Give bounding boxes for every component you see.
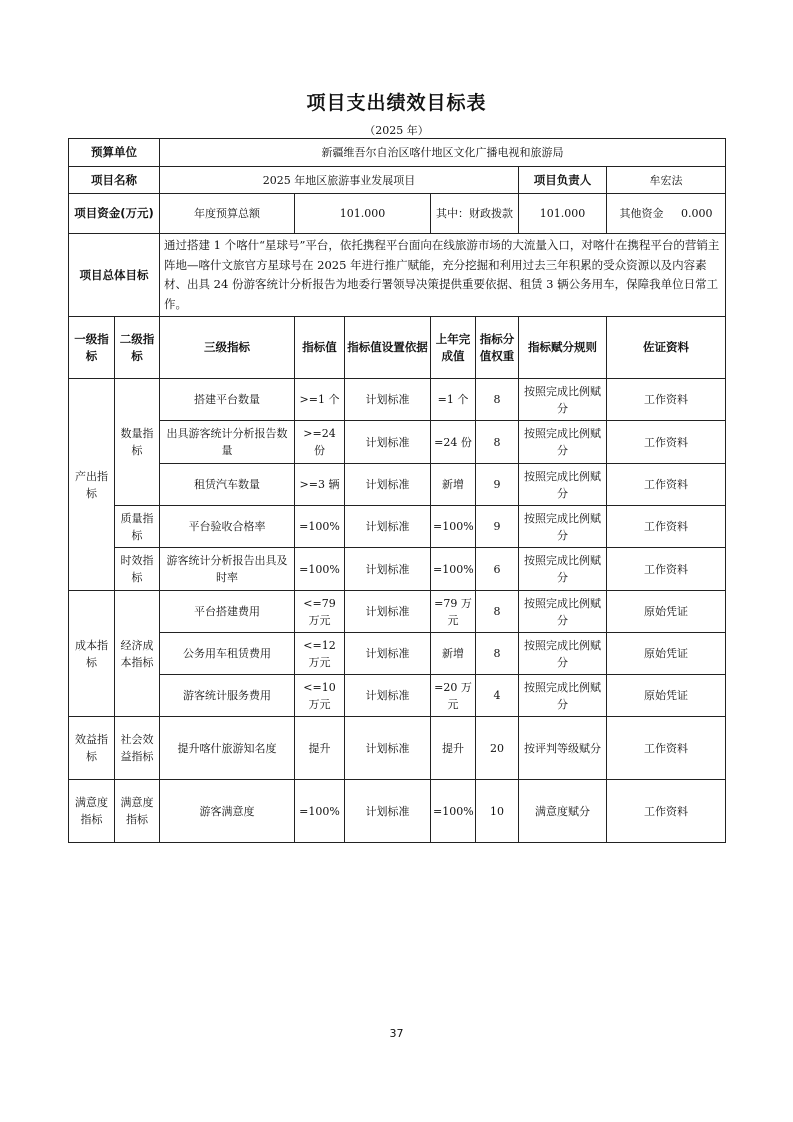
- col-weight: 指标分值权重: [476, 317, 519, 379]
- funds-row: [69, 194, 726, 234]
- fiscal-label: 其中：财政拨款: [431, 194, 519, 234]
- indicator-rule: 按照完成比例赋分: [519, 633, 607, 675]
- col-value: 指标值: [295, 317, 345, 379]
- indicator-evidence: 工作资料: [607, 379, 726, 421]
- indicator-evidence: 原始凭证: [607, 633, 726, 675]
- owner-value: 牟宏法: [607, 167, 726, 194]
- indicator-name: 游客统计分析报告出具及时率: [160, 548, 295, 591]
- indicator-value: >=24 份: [295, 421, 345, 464]
- page-number: 37: [389, 1027, 404, 1040]
- indicator-weight: 8: [476, 591, 519, 633]
- indicator-evidence: 工作资料: [607, 780, 726, 843]
- table-row: [69, 591, 726, 633]
- group-social-benefit: 社会效益指标: [115, 717, 160, 780]
- indicator-rule: 按照完成比例赋分: [519, 591, 607, 633]
- indicator-rule: 按照完成比例赋分: [519, 464, 607, 506]
- indicator-value: 提升: [295, 717, 345, 780]
- indicator-last-year: 新增: [431, 464, 476, 506]
- indicator-name: 平台验收合格率: [160, 506, 295, 548]
- indicator-basis: 计划标准: [345, 379, 431, 421]
- table-row: [69, 717, 726, 780]
- indicator-value: =100%: [295, 548, 345, 591]
- indicator-rule: 满意度赋分: [519, 780, 607, 843]
- indicator-evidence: 原始凭证: [607, 591, 726, 633]
- indicator-weight: 20: [476, 717, 519, 780]
- indicator-weight: 6: [476, 548, 519, 591]
- indicator-weight: 10: [476, 780, 519, 843]
- indicator-rule: 按照完成比例赋分: [519, 548, 607, 591]
- project-name-value: 2025 年地区旅游事业发展项目: [160, 167, 519, 194]
- other-funds-label: 其他资金: [619, 207, 664, 220]
- indicator-evidence: 工作资料: [607, 464, 726, 506]
- column-header-row: [69, 317, 726, 379]
- col-level2: 二级指标: [115, 317, 160, 379]
- indicator-name: 出具游客统计分析报告数量: [160, 421, 295, 464]
- indicator-name: 租赁汽车数量: [160, 464, 295, 506]
- indicator-basis: 计划标准: [345, 633, 431, 675]
- overall-goal-text: 通过搭建 1 个喀什“星球号”平台，依托携程平台面向在线旅游市场的大流量入口，对喀什在携程平台的营销主阵地—喀什文旅官方星球号在 2025 年进行推广赋能，充分挖掘和利用过去三年积累的受众资源以及内容素材、出具 24 份游客统计分析报告为地委行署领导决策提供重要依据、租赁 3 辆公务用车，保障我单位日常工作。: [160, 234, 726, 317]
- unit-value: 新疆维吾尔自治区喀什地区文化广播电视和旅游局: [160, 139, 726, 167]
- indicator-last-year: =1 个: [431, 379, 476, 421]
- indicator-rule: 按照完成比例赋分: [519, 379, 607, 421]
- col-evidence: 佐证资料: [607, 317, 726, 379]
- table-row: [69, 421, 726, 464]
- table-row: [69, 633, 726, 675]
- group-quantity: 数量指标: [115, 379, 160, 506]
- project-name-row: [69, 167, 726, 194]
- group-timeliness: 时效指标: [115, 548, 160, 591]
- overall-goal-row: [69, 234, 726, 317]
- indicator-value: >=1 个: [295, 379, 345, 421]
- annual-budget-label: 年度预算总额: [160, 194, 295, 234]
- indicator-evidence: 工作资料: [607, 548, 726, 591]
- fiscal-value: 101.000: [519, 194, 607, 234]
- group-cost: 成本指标: [69, 591, 115, 717]
- performance-target-table: [68, 138, 726, 843]
- indicator-weight: 8: [476, 379, 519, 421]
- indicator-basis: 计划标准: [345, 717, 431, 780]
- indicator-rule: 按照完成比例赋分: [519, 421, 607, 464]
- indicator-value: <=79 万元: [295, 591, 345, 633]
- indicator-name: 公务用车租赁费用: [160, 633, 295, 675]
- group-satisfaction-sub: 满意度指标: [115, 780, 160, 843]
- col-basis: 指标值设置依据: [345, 317, 431, 379]
- unit-label: 预算单位: [69, 139, 160, 167]
- indicator-last-year: =20 万元: [431, 675, 476, 717]
- indicator-last-year: 提升: [431, 717, 476, 780]
- indicator-rule: 按照完成比例赋分: [519, 506, 607, 548]
- indicator-basis: 计划标准: [345, 591, 431, 633]
- indicator-basis: 计划标准: [345, 421, 431, 464]
- indicator-value: =100%: [295, 506, 345, 548]
- indicator-last-year: =100%: [431, 780, 476, 843]
- table-row: [69, 548, 726, 591]
- indicator-name: 平台搭建费用: [160, 591, 295, 633]
- annual-budget-value: 101.000: [295, 194, 431, 234]
- indicator-name: 游客统计服务费用: [160, 675, 295, 717]
- indicator-last-year: =100%: [431, 548, 476, 591]
- indicator-value: =100%: [295, 780, 345, 843]
- group-benefit: 效益指标: [69, 717, 115, 780]
- indicator-evidence: 工作资料: [607, 421, 726, 464]
- indicator-value: >=3 辆: [295, 464, 345, 506]
- indicator-name: 游客满意度: [160, 780, 295, 843]
- indicator-rule: 按评判等级赋分: [519, 717, 607, 780]
- indicator-weight: 9: [476, 464, 519, 506]
- overall-goal-label: 项目总体目标: [69, 234, 160, 317]
- indicator-last-year: =24 份: [431, 421, 476, 464]
- indicator-rule: 按照完成比例赋分: [519, 675, 607, 717]
- owner-label: 项目负责人: [519, 167, 607, 194]
- indicator-weight: 8: [476, 421, 519, 464]
- indicator-last-year: 新增: [431, 633, 476, 675]
- table-row: [69, 780, 726, 843]
- unit-row: [69, 139, 726, 167]
- indicator-value: <=12 万元: [295, 633, 345, 675]
- col-level3: 三级指标: [160, 317, 295, 379]
- indicator-value: <=10 万元: [295, 675, 345, 717]
- funds-label: 项目资金(万元): [69, 194, 160, 234]
- table-row: [69, 506, 726, 548]
- table-row: [69, 675, 726, 717]
- group-satisfaction: 满意度指标: [69, 780, 115, 843]
- indicator-basis: 计划标准: [345, 548, 431, 591]
- page-title: 项目支出绩效目标表: [306, 92, 487, 114]
- col-last-year: 上年完成值: [431, 317, 476, 379]
- table-row: [69, 464, 726, 506]
- group-economic-cost: 经济成本指标: [115, 591, 160, 717]
- indicator-last-year: =100%: [431, 506, 476, 548]
- indicator-basis: 计划标准: [345, 464, 431, 506]
- indicator-weight: 9: [476, 506, 519, 548]
- group-output: 产出指标: [69, 379, 115, 591]
- col-rule: 指标赋分规则: [519, 317, 607, 379]
- indicator-weight: 8: [476, 633, 519, 675]
- indicator-name: 搭建平台数量: [160, 379, 295, 421]
- other-funds-value: 0.000: [681, 207, 713, 220]
- indicator-basis: 计划标准: [345, 506, 431, 548]
- indicator-last-year: =79 万元: [431, 591, 476, 633]
- indicator-evidence: 原始凭证: [607, 675, 726, 717]
- col-level1: 一级指标: [69, 317, 115, 379]
- indicator-evidence: 工作资料: [607, 506, 726, 548]
- indicator-evidence: 工作资料: [607, 717, 726, 780]
- indicator-basis: 计划标准: [345, 780, 431, 843]
- indicator-basis: 计划标准: [345, 675, 431, 717]
- table-row: [69, 379, 726, 421]
- group-quality: 质量指标: [115, 506, 160, 548]
- other-funds-cell: [607, 194, 726, 234]
- indicator-name: 提升喀什旅游知名度: [160, 717, 295, 780]
- indicator-weight: 4: [476, 675, 519, 717]
- year-label: （2025 年）: [364, 124, 429, 137]
- project-name-label: 项目名称: [69, 167, 160, 194]
